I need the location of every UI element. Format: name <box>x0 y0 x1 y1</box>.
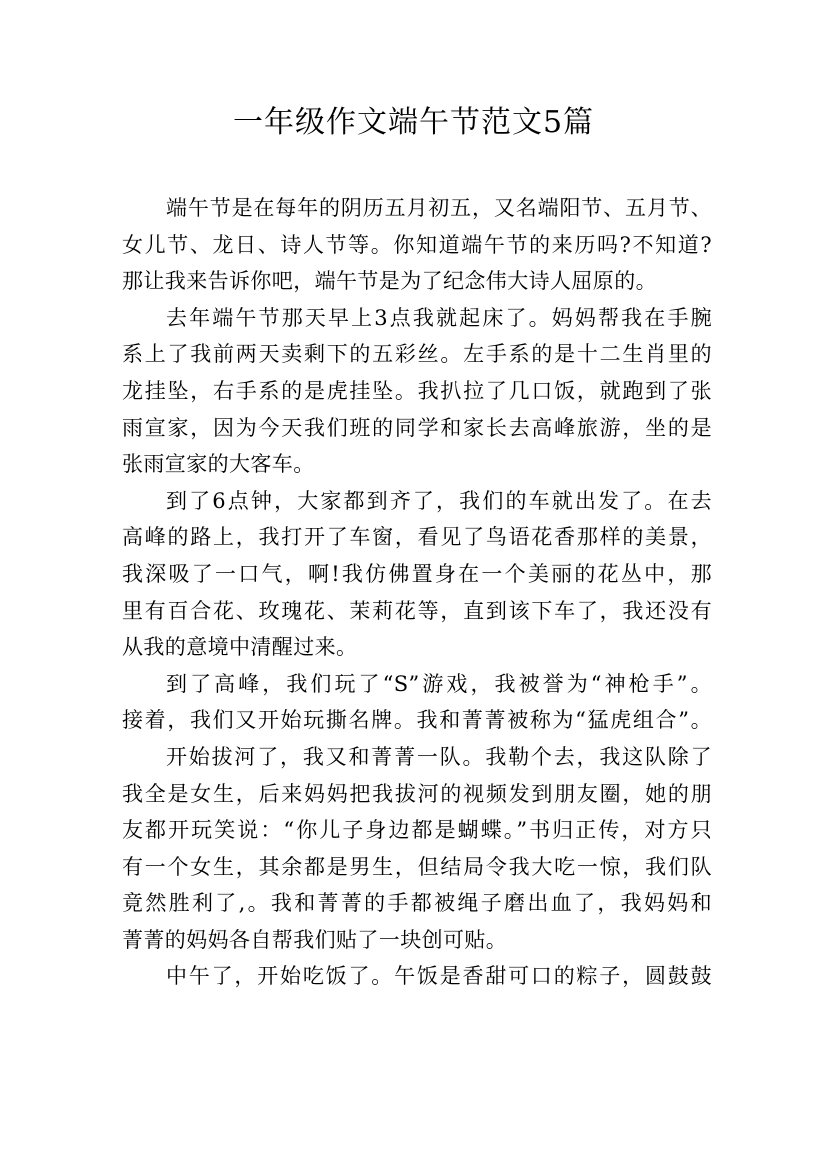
text-line: 龙挂坠，右手系的是虎挂坠。我扒拉了几口饭，就跑到了张 <box>122 378 712 403</box>
text-line: 端午节是在每年的阴历五月初五，又名端阳节、五月节、 <box>166 196 712 220</box>
text-line: 系上了我前两天卖剩下的五彩丝。左手系的是十二生肖里的 <box>122 342 712 367</box>
text-line: 到了6点钟，大家都到齐了，我们的车就出发了。在去 <box>166 488 712 513</box>
text-line: 雨宣家，因为今天我们班的同学和家长去高峰旅游，坐的是 <box>122 415 712 440</box>
document-title: 一年级作文端午节范文5篇 <box>232 105 595 140</box>
text-line: 中午了，开始吃饭了。午饭是香甜可口的粽子，圆鼓鼓 <box>166 964 712 989</box>
text-line: 竟然胜利了,。我和菁菁的手都被绳子磨出血了，我妈妈和 <box>122 891 712 916</box>
text-line: 友都开玩笑说：“你儿子身边都是蝴蝶。”书归正传，对方只 <box>122 818 712 843</box>
text-line: 我全是女生，后来妈妈把我拔河的视频发到朋友圈，她的朋 <box>122 781 712 806</box>
text-line: 我深吸了一口气，啊!我仿佛置身在一个美丽的花丛中，那 <box>122 561 712 586</box>
paragraph <box>122 739 712 959</box>
paragraph <box>122 190 712 300</box>
text-line: 菁菁的妈妈各自帮我们贴了一块创可贴。 <box>122 927 508 952</box>
document-body <box>122 190 712 995</box>
paragraph <box>122 958 712 995</box>
paragraph <box>122 483 712 666</box>
text-line: 有一个女生，其余都是男生，但结局令我大吃一惊，我们队 <box>122 854 712 879</box>
text-line: 那让我来告诉你吧，端午节是为了纪念伟大诗人屈原的。 <box>122 269 657 294</box>
text-line: 开始拔河了，我又和菁菁一队。我勒个去，我这队除了 <box>166 744 712 769</box>
text-line: 女儿节、龙日、诗人节等。你知道端午节的来历吗?不知道? <box>122 232 712 257</box>
text-line: 高峰的路上，我打开了车窗，看见了鸟语花香那样的美景， <box>122 525 712 550</box>
text-line: 里有百合花、玫瑰花、茉莉花等，直到该下车了，我还没有 <box>122 598 712 623</box>
paragraph <box>122 300 712 483</box>
text-line: 到了高峰，我们玩了“S”游戏，我被誉为“神枪手”。 <box>166 671 712 696</box>
text-line: 接着，我们又开始玩撕名牌。我和菁菁被称为“猛虎组合”。 <box>122 708 712 733</box>
paragraph <box>122 666 712 739</box>
text-line: 张雨宣家的大客车。 <box>122 452 315 477</box>
text-line: 去年端午节那天早上3点我就起床了。妈妈帮我在手腕 <box>166 305 712 330</box>
text-line: 从我的意境中清醒过来。 <box>122 635 358 660</box>
